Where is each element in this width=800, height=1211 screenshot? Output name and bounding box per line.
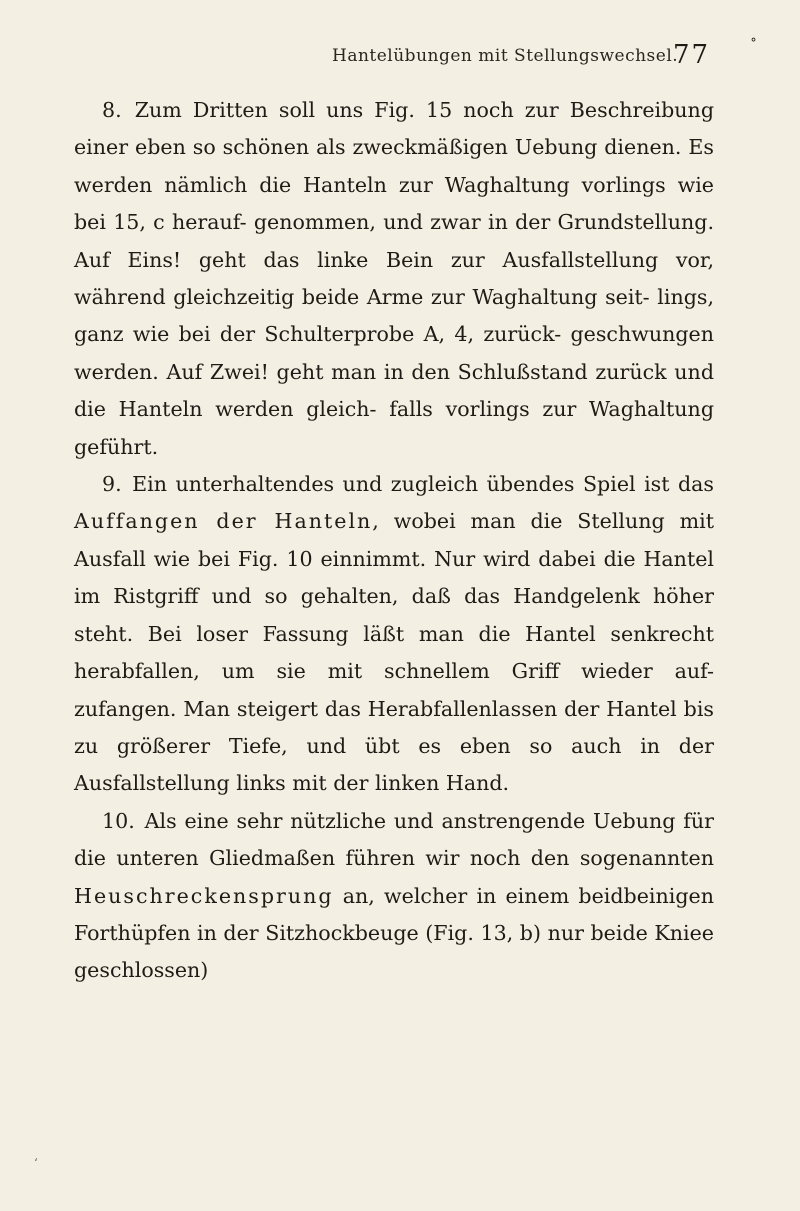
paragraph-text: an, welcher in einem beidbeinigen Forthüpfen in der Sitzhockbeuge (Fig. 13, b) nur beide Kniee geschlossen) — [74, 883, 714, 983]
page-mark: ʻ — [34, 1156, 38, 1170]
paragraph-8 — [74, 92, 714, 466]
running-title: Hantelübungen mit Stellungswechsel. — [332, 46, 679, 66]
paragraph-number: 8. — [102, 98, 122, 122]
paragraph-text: Als eine sehr nützliche und anstrengende Uebung für die unteren Gliedmaßen führen wir noch den sogenannten — [74, 808, 714, 871]
emphasized-term: Auffangen der Hanteln — [74, 509, 373, 534]
body-text — [74, 92, 714, 990]
paragraph-10 — [74, 803, 714, 990]
running-head — [100, 36, 757, 76]
emphasized-term: Heuschreckensprung — [74, 883, 334, 908]
paragraph-9 — [74, 466, 714, 803]
page-number: 77 — [673, 40, 711, 70]
paragraph-text: Ein unterhaltendes und zugleich übendes Spiel ist das — [132, 472, 714, 497]
paragraph-number: 9. — [102, 472, 122, 497]
paragraph-number: 10. — [102, 808, 135, 833]
paragraph-text: Zum Dritten soll uns Fig. 15 noch zur Beschreibung einer eben so schönen als zweckmäßigen Uebung dienen. Es werden nämlich die Hanteln zur Waghaltung vorlings wie bei 15, c herauf- genommen, und zwar in der Grundstellung. Auf Eins! geht das linke Bein zur Ausfallstellung vor, während gleichzeitig beide Arme zur Waghaltung seit- lings, ganz wie bei der Schulterprobe A, 4, zurück- geschwungen werden. Auf Zwei! geht man in den Schlußstand zurück und die Hanteln werden gleich- falls vorlings zur Waghaltung geführt. — [74, 98, 714, 459]
paragraph-text: , wobei man die Stellung mit Ausfall wie bei Fig. 10 einnimmt. Nur wird dabei die Hantel im Ristgriff und so gehalten, daß das Handgelenk höher steht. Bei loser Fassung läßt man die Hantel senkrecht herabfallen, um sie mit schnellem Griff wieder auf- zufangen. Man steigert das Herabfallenlassen der Hantel bis zu größerer Tiefe, und übt es eben so auch in der Ausfallstellung links mit der linken Hand. — [74, 509, 714, 796]
corner-mark: ˚ — [750, 38, 757, 54]
